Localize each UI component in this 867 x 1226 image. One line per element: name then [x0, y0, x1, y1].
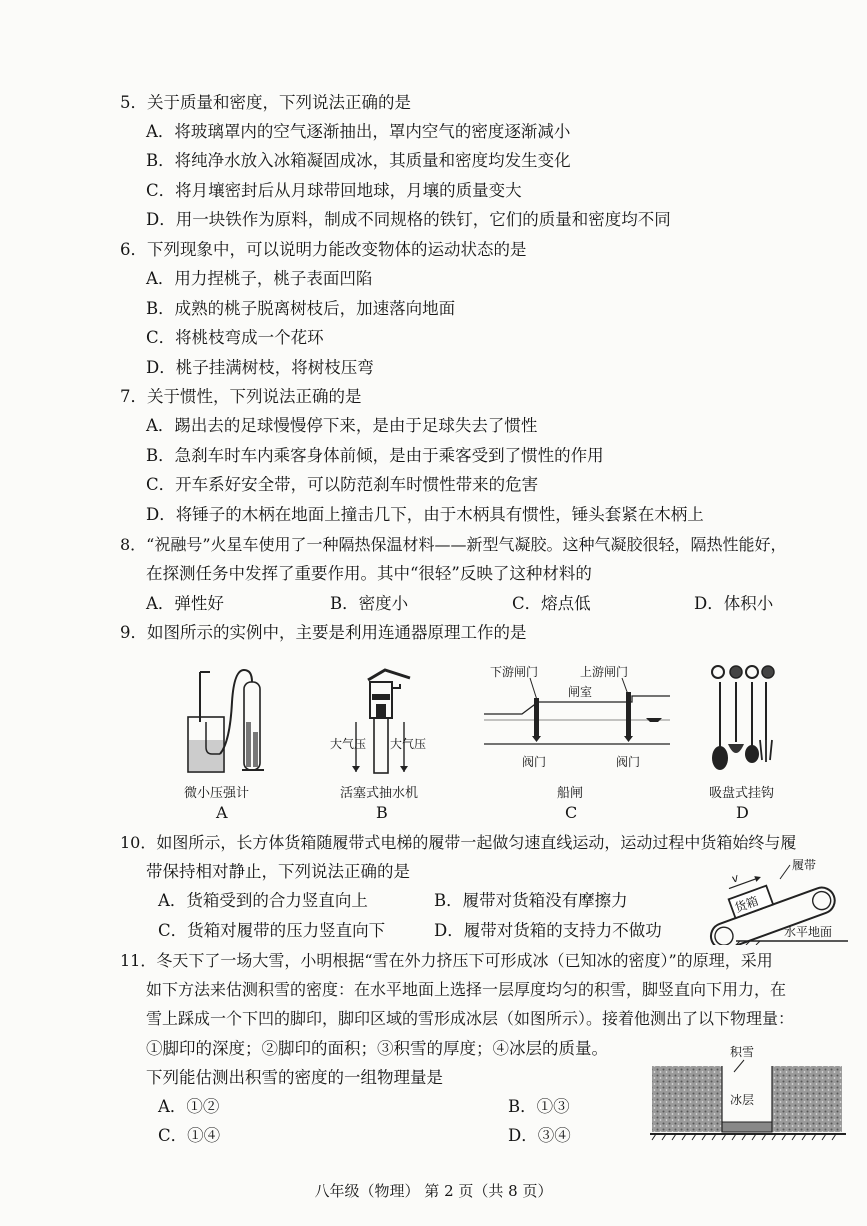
option-d: D．③④ [508, 1126, 571, 1145]
cargo-box-label: 货箱 [732, 893, 761, 916]
question-11-stem-line1: 11．冬天下了一场大雪，小明根据“雪在外力挤压下可形成冰（已知冰的密度）”的原理，采用 [120, 951, 773, 970]
question-10-stem-line2: 带保持相对静止，下列说法正确的是 [146, 862, 410, 881]
option-c: C．将桃枝弯成一个花环 [146, 328, 324, 347]
micro-pressure-gauge-figure [180, 662, 270, 777]
question-6-stem: 6．下列现象中，可以说明力能改变物体的运动状态的是 [120, 240, 527, 259]
figure-letter: B [376, 803, 388, 822]
track-label: 履带 [792, 858, 817, 872]
piston-pump-figure [330, 662, 440, 777]
figure-caption: 吸盘式挂钩 [709, 786, 775, 801]
velocity-label: v [729, 871, 741, 886]
option-b: B．履带对货箱没有摩擦力 [434, 891, 628, 910]
option-a: A．弹性好 [146, 594, 224, 613]
option-b: B．将纯净水放入冰箱凝固成冰，其质量和密度均发生变化 [146, 151, 571, 170]
upstream-gate-label: 上游闸门 [580, 665, 629, 679]
question-9-stem: 9．如图所示的实例中，主要是利用连通器原理工作的是 [120, 623, 527, 642]
question-11-stem-line2: 如下方法来估测积雪的密度：在水平地面上选择一层厚度均匀的积雪，脚竖直向下用力，在 [146, 980, 787, 999]
option-b: B．密度小 [330, 594, 409, 613]
option-d: D．体积小 [694, 594, 774, 613]
ship-lock-figure [482, 662, 672, 777]
snow-label: 积雪 [730, 1045, 755, 1059]
option-c: C．开车系好安全带，可以防范刹车时惯性带来的危害 [146, 475, 539, 494]
option-b: B．急刹车时车内乘客身体前倾，是由于乘客受到了惯性的作用 [146, 446, 604, 465]
option-a: A．将玻璃罩内的空气逐渐抽出，罩内空气的密度逐渐减小 [146, 122, 571, 141]
snow-footprint-figure [650, 1038, 850, 1146]
figure-letter: D [736, 803, 749, 822]
air-pressure-label-left: 大气压 [330, 737, 367, 751]
valve-label: 阀门 [616, 755, 641, 769]
option-c: C．①④ [158, 1126, 221, 1145]
figure-caption: 船闸 [557, 786, 584, 801]
figure-letter: C [565, 803, 578, 822]
question-stem: 5．关于质量和密度，下列说法正确的是 [120, 93, 411, 112]
question-8-stem-line2: 在探测任务中发挥了重要作用。其中“很轻”反映了这种材料的 [146, 564, 592, 583]
page-footer: 八年级（物理） 第 2 页（共 8 页） [314, 1182, 553, 1200]
option-c: C．货箱对履带的压力竖直向下 [158, 921, 386, 940]
option-d: D．将锤子的木柄在地面上撞击几下，由于木柄具有惯性，锤头套紧在木柄上 [146, 505, 704, 524]
option-a: A．踢出去的足球慢慢停下来，是由于足球失去了惯性 [146, 416, 538, 435]
option-c: C．熔点低 [512, 594, 591, 613]
option-d: D．用一块铁作为原料，制成不同规格的铁钉，它们的质量和密度均不同 [146, 210, 671, 229]
question-11-stem-line5: 下列能估测出积雪的密度的一组物理量是 [146, 1068, 443, 1087]
option-d: D．桃子挂满树枝，将树枝压弯 [146, 358, 374, 377]
question-5 [120, 92, 411, 114]
option-a: A．①② [158, 1097, 220, 1116]
question-7-stem: 7．关于惯性，下列说法正确的是 [120, 387, 362, 406]
question-10-stem-line1: 10．如图所示，长方体货箱随履带式电梯的履带一起做匀速直线运动，运动过程中货箱始终与履 [120, 833, 797, 852]
downstream-gate-label: 下游闸门 [490, 665, 539, 679]
question-8-stem-line1: 8．“祝融号”火星车使用了一种隔热保温材料——新型气凝胶。这种气凝胶很轻，隔热性能好， [120, 535, 787, 554]
option-c: C．将月壤密封后从月球带回地球，月壤的质量变大 [146, 181, 522, 200]
option-b: B．①③ [508, 1097, 570, 1116]
valve-label: 阀门 [522, 755, 547, 769]
figure-letter: A [216, 803, 228, 822]
escalator-figure [696, 853, 851, 945]
ground-label: 水平地面 [784, 925, 833, 939]
question-11-stem-line4: ①脚印的深度；②脚印的面积；③积雪的厚度；④冰层的质量。 [146, 1039, 608, 1058]
lock-chamber-label: 闸室 [568, 685, 593, 699]
figure-caption: 活塞式抽水机 [340, 786, 419, 801]
question-11-stem-line3: 雪上踩成一个下凹的脚印，脚印区域的雪形成冰层（如图所示）。接着他测出了以下物理量： [146, 1009, 795, 1028]
figure-caption: 微小压强计 [184, 786, 250, 801]
suction-hook-figure [706, 662, 786, 777]
option-b: B．成熟的桃子脱离树枝后，加速落向地面 [146, 299, 456, 318]
option-d: D．履带对货箱的支持力不做功 [434, 921, 662, 940]
option-a: A．用力捏桃子，桃子表面凹陷 [146, 269, 373, 288]
air-pressure-label-right: 大气压 [390, 737, 427, 751]
option-a: A．货箱受到的合力竖直向上 [158, 891, 368, 910]
ice-layer-label: 冰层 [730, 1093, 755, 1107]
